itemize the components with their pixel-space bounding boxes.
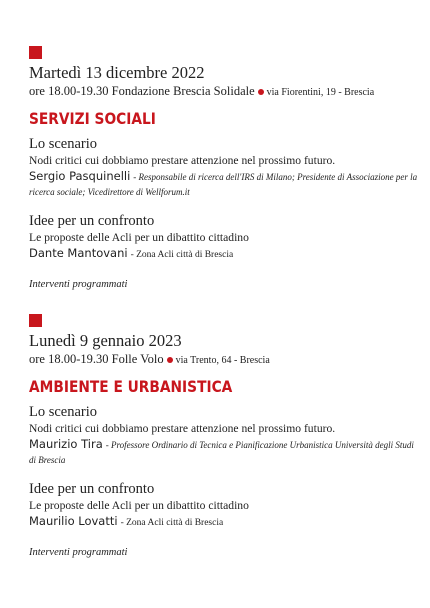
- speaker-role: - Zona Acli città di Brescia: [130, 250, 234, 260]
- event-date: Martedì 13 dicembre 2022: [29, 63, 205, 82]
- speaker-2: [29, 514, 419, 531]
- event-2: [29, 314, 419, 560]
- event-location: [29, 83, 419, 101]
- programmed-note: Interventi programmati: [29, 279, 128, 290]
- event-address: via Trento, 64 - Brescia: [175, 355, 270, 366]
- idee-description: Le proposte delle Acli per un dibattito cittadino: [29, 231, 249, 244]
- bullet-dot-icon: [258, 89, 264, 95]
- speaker-name: Sergio Pasquinelli: [29, 169, 131, 183]
- scenario-title: Lo scenario: [29, 404, 98, 420]
- speaker-role: - Zona Acli città di Brescia: [120, 518, 224, 528]
- red-square-marker: [29, 46, 42, 59]
- idee-title: Idee per un confronto: [29, 213, 155, 229]
- scenario-title: Lo scenario: [29, 136, 98, 152]
- event-time-venue: ore 18.00-19.30 Folle Volo: [29, 352, 164, 366]
- event-time-venue: ore 18.00-19.30 Fondazione Brescia Solidale: [29, 84, 255, 98]
- event-location: [29, 351, 419, 369]
- speaker-1: [29, 437, 419, 467]
- speaker-name: Maurizio Tira: [29, 437, 103, 451]
- programmed-note: Interventi programmati: [29, 547, 128, 558]
- speaker-name: Maurilio Lovatti: [29, 514, 118, 528]
- red-square-marker: [29, 314, 42, 327]
- speaker-name: Dante Mantovani: [29, 246, 128, 260]
- idee-description: Le proposte delle Acli per un dibattito cittadino: [29, 499, 249, 512]
- event-address: via Fiorentini, 19 - Brescia: [266, 87, 375, 98]
- idee-title: Idee per un confronto: [29, 481, 155, 497]
- speaker-role: - Professore Ordinario di Tecnica e Pianificazione Urbanistica Università degli Studi di Brescia: [29, 440, 414, 465]
- event-category: AMBIENTE E URBANISTICA: [29, 377, 233, 396]
- event-date: Lunedì 9 gennaio 2023: [29, 331, 182, 350]
- bullet-dot-icon: [167, 357, 173, 363]
- event-category: SERVIZI SOCIALI: [29, 109, 156, 128]
- event-1: [29, 46, 419, 292]
- scenario-description: Nodi critici cui dobbiamo prestare attenzione nel prossimo futuro.: [29, 154, 336, 167]
- speaker-1: [29, 169, 419, 199]
- scenario-description: Nodi critici cui dobbiamo prestare attenzione nel prossimo futuro.: [29, 422, 336, 435]
- speaker-2: [29, 246, 419, 263]
- speaker-role: - Responsabile di ricerca dell'IRS di Milano; Presidente di Associazione per la ricerca sociale; Vicedirettore di Wellforum.it: [29, 172, 418, 197]
